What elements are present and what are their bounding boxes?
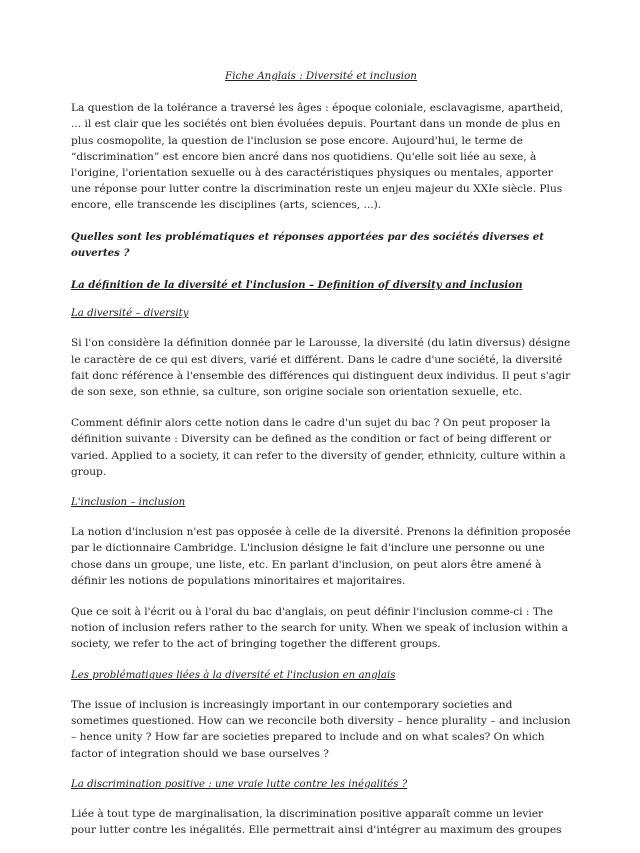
discrimination-paragraph: Liée à tout type de marginalisation, la discrimination positive apparaît comme un levier pour lutter contre les inégalités. Elle permettrait ainsi d'intégrer au maximum des groupes [71, 807, 562, 837]
inclusion-paragraph-1: La notion d'inclusion n'est pas opposée à celle de la diversité. Prenons la définition proposée par le dictionnaire Cambridge. L'inclusion désigne le fait d'inclure une personne ou une chose dans un groupe, une liste, etc. En parlant d'inclusion, on peut alors être amené à définir les notions de populations minoritaires et majoritaires. [71, 526, 571, 587]
problematiques-paragraph: The issue of inclusion is increasingly important in our contemporary societies and sometimes questioned. How can we reconcile both diversity – hence plurality – and inclusion – hence unity ? How far are societies prepared to include and on what scales? On which factor of integration should we base ourselves ? [71, 698, 571, 760]
diversity-paragraph-1: Si l'on considère la définition donnée par le Larousse, la diversité (du latin diversus) désigne le caractère de ce qui est divers, varié et différent. Dans le cadre d'une société, la diversité fait donc référence à l'ensemble des différences qui distinguent deux individus. Il peut s'agir de son sexe, son ethnie, sa culture, son origine sociale son orientation sexuelle, etc. [71, 337, 571, 399]
document-title: Fiche Anglais : Diversité et inclusion [225, 70, 417, 82]
document-page [71, 68, 571, 853]
section-heading-definition: La définition de la diversité et l'inclusion – Definition of diversity and inclusion [71, 279, 523, 292]
diversity-paragraph-2: Comment définir alors cette notion dans le cadre d'un sujet du bac ? On peut proposer la définition suivante : Diversity can be defined as the condition or fact of being different or varied. Applied to a society, it can refer to the diversity of gender, ethnicity, culture within a group. [71, 417, 566, 478]
main-question: Quelles sont les problématiques et réponses apportées par des sociétés diverses et ouvertes ? [71, 230, 544, 259]
subheading-problematiques: Les problématiques liées à la diversité et l'inclusion en anglais [71, 669, 396, 681]
intro-paragraph: La question de la tolérance a traversé les âges : époque coloniale, esclavagisme, apartheid, ... il est clair que les sociétés ont bien évoluées depuis. Pourtant dans un monde de plus en plus cosmopolite, la question de l'inclusion se pose encore. Aujourd'hui, le terme de “discrimination” est encore bien ancré dans nos quotidiens. Qu'elle soit liée au sexe, à l'origine, l'orientation sexuelle ou à des caractéristiques physiques ou mentales, apporter une réponse pour lutter contre la discrimination reste un enjeu majeur du XXIe siècle. Plus encore, elle transcende les disciplines (arts, sciences, ...). [71, 102, 564, 212]
subheading-discrimination-positive: La discrimination positive : une vraie lutte contre les inégalités ? [71, 778, 408, 790]
inclusion-paragraph-2: Que ce soit à l'écrit ou à l'oral du bac d'anglais, on peut définir l'inclusion comme-ci : The notion of inclusion refers rather to the search for unity. When we speak of inclusion within a society, we refer to the act of bringing together the different groups. [71, 606, 568, 651]
subheading-inclusion: L'inclusion – inclusion [71, 497, 186, 509]
subheading-diversity: La diversité – diversity [71, 308, 189, 320]
